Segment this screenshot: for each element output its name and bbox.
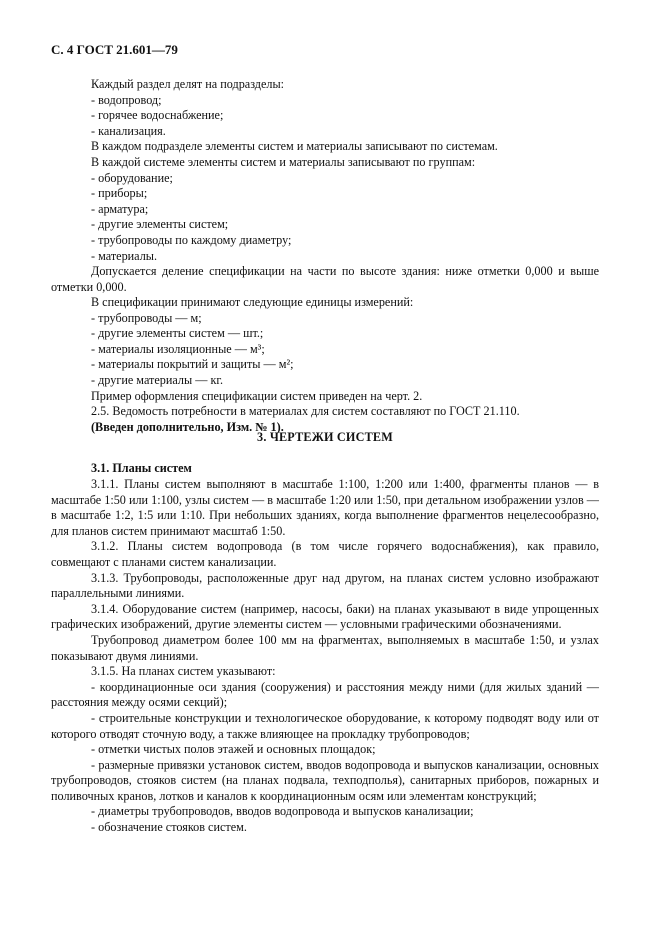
text-line: - материалы. [91, 248, 158, 263]
text-line: Пример оформления спецификации систем приведен на черт. 2. [91, 388, 423, 403]
text-line: В каждом подразделе элементы систем и материалы записывают по системам. [91, 139, 498, 154]
page-header: С. 4 ГОСТ 21.601—79 [51, 42, 178, 57]
section-title: 3. ЧЕРТЕЖИ СИСТЕМ [257, 430, 393, 444]
text-line: - трубопроводы по каждому диаметру; [91, 232, 292, 247]
text-line: Каждый раздел делят на подразделы: [91, 77, 285, 91]
text-line: - материалы покрытий и защиты — м²; [91, 357, 294, 372]
text-line: - приборы; [91, 186, 148, 201]
list-block-subsections [91, 77, 599, 264]
text-line: - водопровод; [91, 92, 162, 107]
text-line: Трубопровод диаметром более 100 мм на фрагментах, выполняемых в масштабе 1:50, и узлах показывают двумя линиями. [51, 632, 599, 663]
text-line: - диаметры трубопроводов, вводов водопровода и выпусков канализации; [91, 804, 474, 819]
text-line: - отметки чистых полов этажей и основных площадок; [91, 742, 376, 757]
text-line: В спецификации принимают следующие единицы измерений: [91, 295, 414, 309]
paragraph-block-plans [51, 477, 599, 836]
text-line: (Введен дополнительно, Изм. № 1). [91, 419, 284, 434]
text-line: Допускается деление спецификации на части по высоте здания: ниже отметки 0,000 и выше отметки 0,000. [51, 264, 599, 294]
paragraph-block-elevation [51, 264, 599, 295]
text-line: 3.1.1. Планы систем выполняют в масштабе 1:100, 1:200 или 1:400, фрагменты планов — в масштабе 1:50 или 1:100, узлы систем — в масштабе 1:20 или 1:50, при детальном изображении узлов — в масштабе 1:2, 1:5 или 1:10. При небольших зданиях, когда выполнение фрагментов нецелесообразно, для планов систем принимают масштаб 1:50. [51, 477, 599, 538]
text-line: - канализация. [91, 123, 166, 138]
text-line: - строительные конструкции и технологическое оборудование, к которому подводят воду или от которого отводят сточную воду, а также влияющее на прокладку трубопроводов; [51, 710, 599, 741]
text-line: 3.1.3. Трубопроводы, расположенные друг над другом, на планах систем условно изображают параллельными линиями. [51, 570, 599, 601]
text-line: - оборудование; [91, 170, 173, 185]
text-line: 2.5. Ведомость потребности в материалах для систем составляют по ГОСТ 21.110. [91, 404, 520, 419]
text-line: - другие элементы систем; [91, 217, 229, 232]
subsection-title: 3.1. Планы систем [91, 461, 192, 475]
list-block-units [91, 295, 599, 435]
text-line: - арматура; [91, 201, 149, 216]
text-line: - размерные привязки установок систем, вводов водопровода и выпусков канализации, основных трубопроводов, стояков систем (на планах подвала, техподполья), санитарных приборов, пожарных и поливочных кранов, лотков и каналов к координационным осям или элементам конструкций; [51, 757, 599, 803]
text-line: В каждой системе элементы систем и материалы записывают по группам: [91, 154, 476, 169]
text-line: - координационные оси здания (сооружения) и расстояния между ними (для жилых зданий — расстояния между осями секций); [51, 679, 599, 710]
text-line: - материалы изоляционные — м³; [91, 341, 265, 356]
text-line: 3.1.5. На планах систем указывают: [91, 664, 276, 679]
text-line: 3.1.4. Оборудование систем (например, насосы, баки) на планах указывают в виде упрощенных графических изображений, другие элементы систем — условными графическими обозначениями. [51, 601, 599, 632]
text-line: - трубопроводы — м; [91, 310, 202, 325]
text-line: - обозначение стояков систем. [91, 820, 247, 835]
text-line: - горячее водоснабжение; [91, 108, 224, 123]
text-line: - другие элементы систем — шт.; [91, 326, 264, 341]
text-line: - другие материалы — кг. [91, 372, 224, 387]
text-line: 3.1.2. Планы систем водопровода (в том числе горячего водоснабжения), как правило, совмещают с планами систем канализации. [51, 539, 599, 569]
